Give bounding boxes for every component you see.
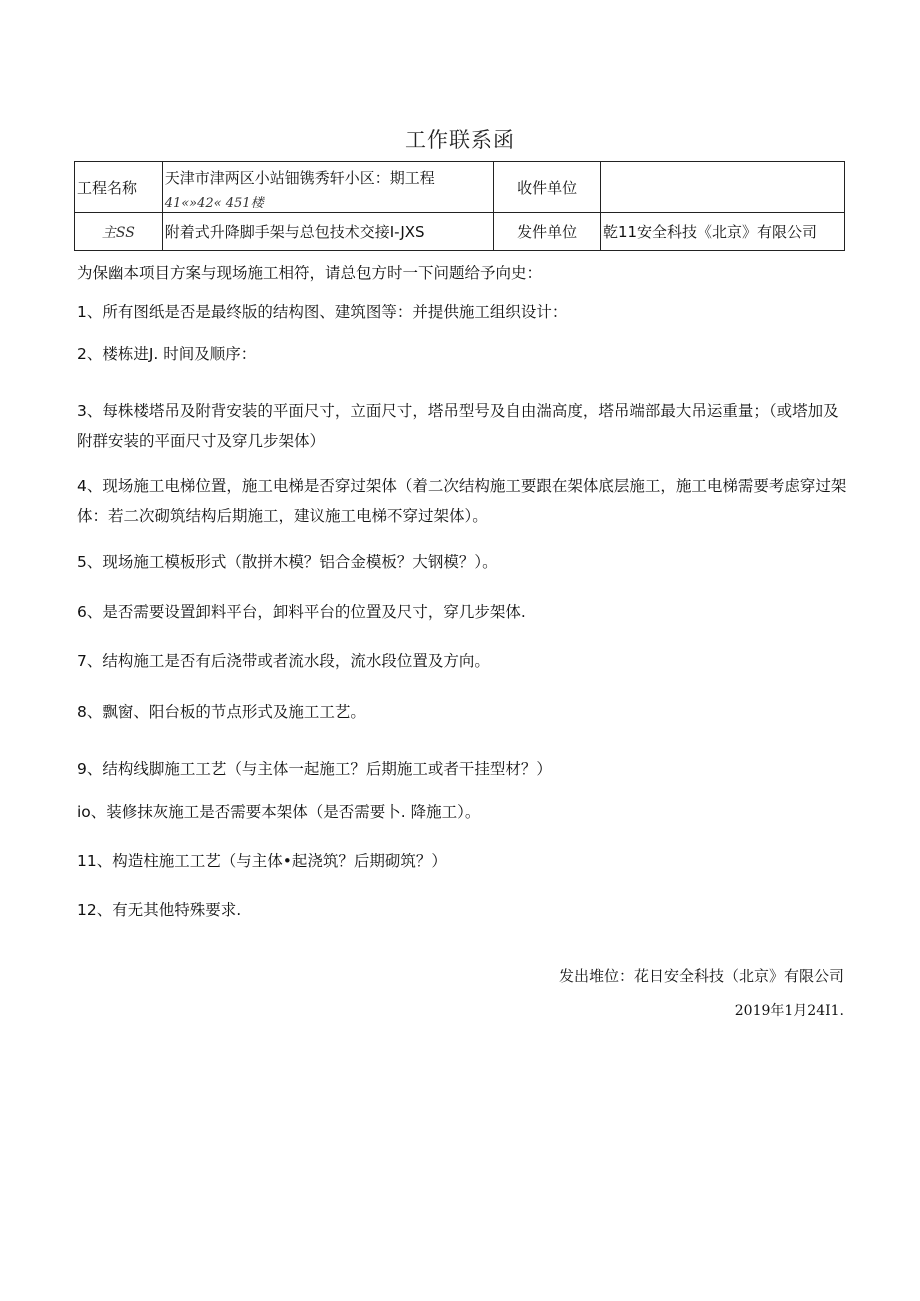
list-item: 8、飘窗、阳台板的节点形式及施工工艺。	[77, 703, 366, 721]
list-item: 9、结构线脚施工工艺（与主体一起施工？后期施工或者干挂型材？）	[77, 760, 552, 778]
recipient-value	[600, 162, 844, 213]
list-item: 12、有无其他特殊要求.	[77, 901, 242, 919]
sender-label: 发件单位	[494, 213, 601, 251]
list-item: 6、是否需要设置卸料平台，卸料平台的位置及尺寸，穿几步架体.	[77, 603, 526, 621]
project-name-label: 工程名称	[75, 162, 163, 213]
table-row	[75, 213, 845, 251]
subject-value: 附着式升降脚手架与总包技术交接I-JXS	[162, 213, 494, 251]
list-item: 1、所有图纸是否是最终版的结构图、建筑图等：并提供施工组织设计：	[77, 303, 568, 321]
signature-line: 发出堆位：花日安全科技（北京》有限公司	[558, 967, 844, 985]
list-item: 2、楼栋进J. 时间及顺序：	[77, 345, 257, 363]
project-name-value: 天津市津两区小站钿镌秀轩小区：期工程	[164, 169, 435, 187]
intro-paragraph: 为保幽本项目方案与现场施工相符，请总包方时一下问题给予向史：	[77, 264, 543, 282]
subject-label: 主SS	[75, 213, 163, 251]
sender-value: 乾11安全科技《北京》有限公司	[600, 213, 844, 251]
list-item: 11、构造柱施工工艺（与主体•起浇筑？后期砌筑？）	[77, 852, 447, 870]
list-item: io、装修抹灰施工是否需要本架体（是否需要卜. 降施工）。	[77, 803, 481, 821]
list-item: 3、每株楼塔吊及附背安装的平面尺寸，立面尺寸，塔吊型号及自由湍高度，塔吊端部最大吊运重量；（或塔加及附群安装的平面尺寸及穿几步架体）	[77, 402, 839, 450]
document-date: 2019年1月24I1.	[734, 1003, 844, 1019]
table-row	[75, 162, 845, 213]
info-table	[74, 161, 845, 251]
project-buildings-value: 41«»42« 451楼	[164, 196, 264, 211]
recipient-label: 收件单位	[494, 162, 601, 213]
list-item: 5、现场施工模板形式（散拼木模？铝合金模板？大钢模？）。	[77, 553, 498, 571]
document-title: 工作联系函	[405, 128, 515, 152]
list-item: 4、现场施工电梯位置，施工电梯是否穿过架体（着二次结构施工要跟在架体底层施工，施工电梯需要考虑穿过架体：若二次砌筑结构后期施工，建议施工电梯不穿过架体）。	[77, 477, 847, 525]
list-item: 7、结构施工是否有后浇带或者流水段，流水段位置及方向。	[77, 652, 490, 670]
project-name-cell	[162, 162, 494, 213]
